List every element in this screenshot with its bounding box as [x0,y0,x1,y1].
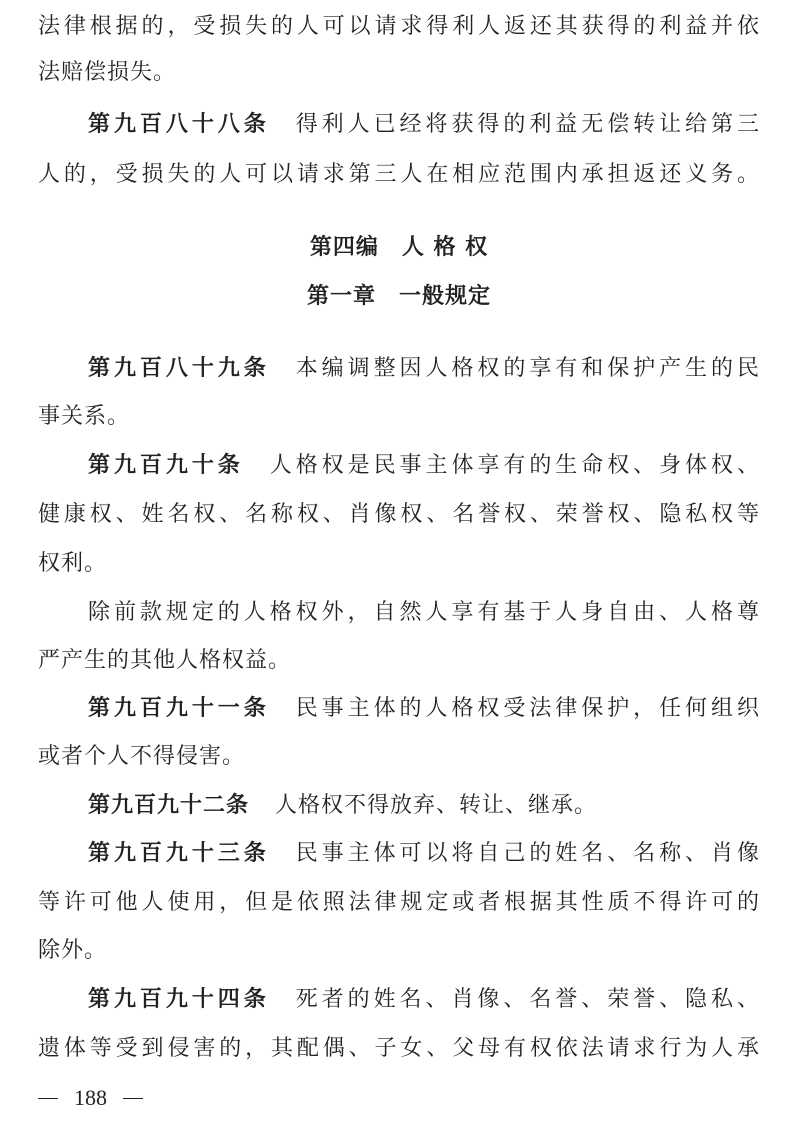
text-line: 等许可他人使用，但是依照法律规定或者根据其性质不得许可的 [38,890,760,915]
article-text: 人格权不得放弃、转让、继承。 [275,793,598,818]
part-heading: 第四编 人 格 权 [309,235,489,260]
article-991 [88,686,760,732]
text-line: 法律根据的，受损失的人可以请求得利人返还其获得的利益并依 [38,14,760,39]
article-text: 死者的姓名、肖像、名誉、荣誉、隐私、 [295,987,760,1012]
text-line: 遗体等受到侵害的，其配偶、子女、父母有权依法请求行为人承 [38,1036,760,1061]
footer-dash [123,1098,143,1099]
article-text: 得利人已经将获得的利益无偿转让给第三 [295,112,760,137]
text-line: 除前款规定的人格权外，自然人享有基于人身自由、人格尊 [88,600,760,625]
article-994 [88,977,760,1023]
article-text: 人格权是民事主体享有的生命权、身体权、 [269,453,760,478]
chapter-heading: 第一章 一般规定 [306,284,491,309]
article-990 [88,443,760,489]
article-label: 第九百八十八条 [88,112,270,137]
article-text: 民事主体的人格权受法律保护，任何组织 [295,696,760,721]
footer-dash [38,1098,58,1099]
text-line: 除外。 [38,938,108,963]
article-text: 本编调整因人格权的享有和保护产生的民 [295,356,760,381]
article-992 [88,783,760,829]
article-989 [88,346,760,392]
text-line: 严产生的其他人格权益。 [38,648,292,673]
article-text: 民事主体可以将自己的姓名、名称、肖像 [295,841,760,866]
document-page [38,0,760,1122]
article-988 [88,102,760,148]
article-label: 第九百九十三条 [88,841,270,866]
article-label: 第九百八十九条 [88,356,270,381]
text-line: 权利。 [38,551,108,576]
article-label: 第九百九十二条 [88,793,250,818]
text-line: 法赔偿损失。 [38,60,177,85]
page-number: 188 [74,1085,107,1110]
text-line: 健康权、姓名权、名称权、肖像权、名誉权、荣誉权、隐私权等 [38,502,760,527]
article-993 [88,831,760,877]
article-label: 第九百九十条 [88,453,244,478]
text-line: 人的，受损失的人可以请求第三人在相应范围内承担返还义务。 [38,162,760,187]
article-label: 第九百九十四条 [88,987,270,1012]
article-label: 第九百九十一条 [88,696,270,721]
text-line: 事关系。 [38,404,131,429]
page-footer [38,1080,143,1116]
text-line: 或者个人不得侵害。 [38,744,246,769]
